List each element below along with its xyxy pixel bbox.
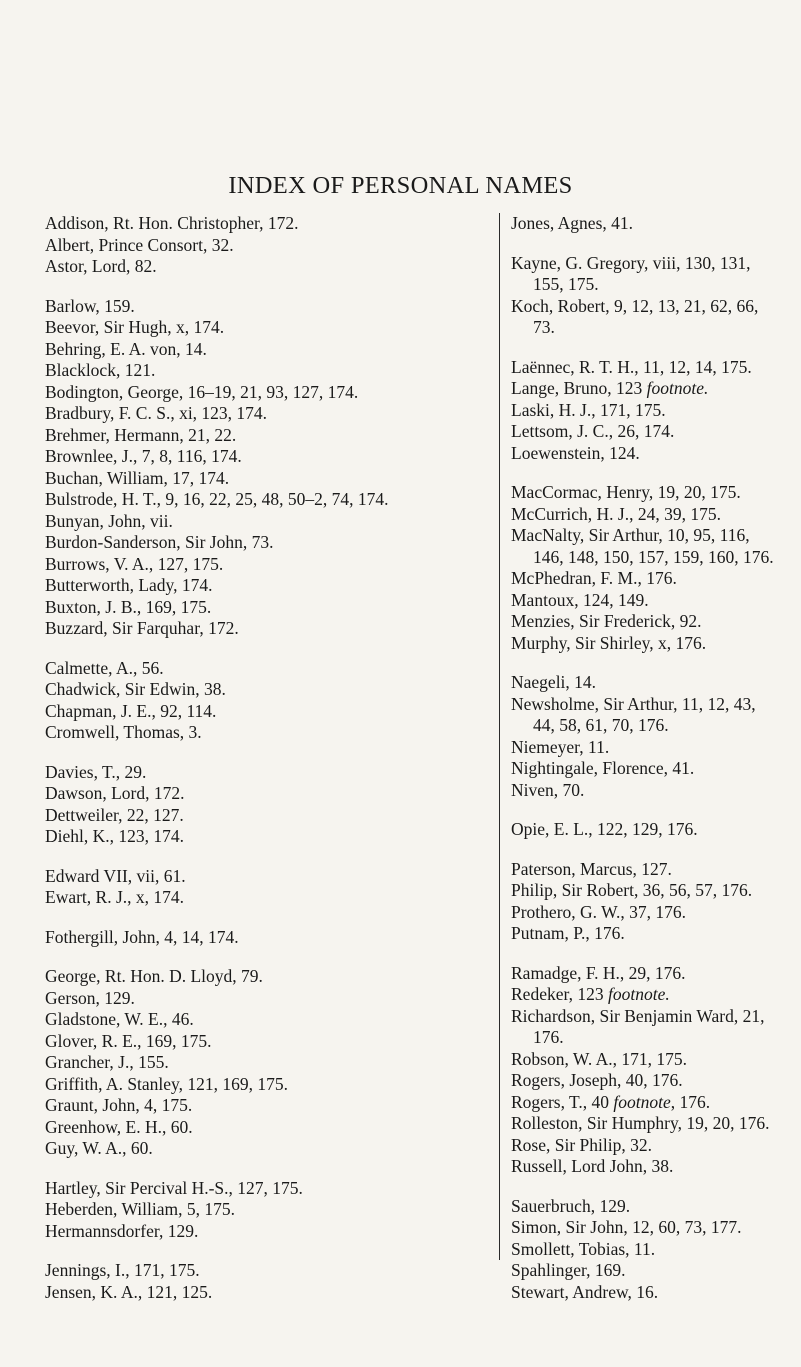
index-entry <box>45 722 490 744</box>
index-entry <box>45 1221 490 1243</box>
entry-text: MacCormac, Henry, 19, 20, 175. <box>511 482 741 502</box>
entry-text: Burdon-Sanderson, Sir John, 73. <box>45 532 274 552</box>
index-entry <box>45 235 490 257</box>
index-entry <box>45 701 490 723</box>
footnote-marker: footnote. <box>607 984 670 1004</box>
entry-text: Rolleston, Sir Humphry, 19, 20, 176. <box>511 1113 770 1133</box>
entry-text: Edward VII, vii, 61. <box>45 865 186 886</box>
entry-text: Lettsom, J. C., 26, 174. <box>511 421 675 441</box>
entry-text: Stewart, Andrew, 16. <box>511 1281 659 1302</box>
index-entry <box>511 923 776 945</box>
index-entry <box>511 633 776 655</box>
index-entry <box>511 758 776 780</box>
index-letter-group <box>511 1196 776 1304</box>
entry-text: Robson, W. A., 171, 175. <box>511 1048 687 1069</box>
index-entry <box>45 403 490 425</box>
index-letter-group <box>511 213 776 235</box>
entry-text: Addison, Rt. Hon. Christopher, 172. <box>45 213 299 233</box>
entry-text: Guy, W. A., 60. <box>45 1138 153 1158</box>
index-entry <box>45 966 490 988</box>
entry-text: Buchan, William, 17, 174. <box>45 467 230 488</box>
entry-text: Niemeyer, 11. <box>511 736 610 757</box>
index-entry <box>45 988 490 1010</box>
entry-text: Lange, Bruno, 123 <box>511 378 647 398</box>
index-entry <box>45 658 490 680</box>
index-entry <box>511 421 776 443</box>
entry-text: Griffith, A. Stanley, 121, 169, 175. <box>45 1073 289 1094</box>
entry-text: Nightingale, Florence, 41. <box>511 758 695 778</box>
entry-text: Laski, H. J., 171, 175. <box>511 399 666 420</box>
entry-text: Ramadge, F. H., 29, 176. <box>511 962 686 983</box>
entry-text: Chapman, J. E., 92, 114. <box>45 700 217 721</box>
index-entry <box>511 590 776 612</box>
entry-text: Brownlee, J., 7, 8, 116, 174. <box>45 446 242 466</box>
index-entry <box>45 762 490 784</box>
entry-text: Rogers, Joseph, 40, 176. <box>511 1070 683 1090</box>
entry-text: Dawson, Lord, 172. <box>45 783 185 803</box>
index-letter-group <box>45 966 490 1160</box>
index-entry <box>511 1113 776 1135</box>
index-entry <box>45 866 490 888</box>
index-entry <box>45 826 490 848</box>
index-letter-group <box>45 762 490 848</box>
entry-text: Laënnec, R. T. H., 11, 12, 14, 175. <box>511 356 752 377</box>
index-entry <box>45 927 490 949</box>
index-entry <box>45 1117 490 1139</box>
index-letter-group <box>45 866 490 909</box>
entry-text: McPhedran, F. M., 176. <box>511 568 677 588</box>
entry-text: Bodington, George, 16–19, 21, 93, 127, 174. <box>45 381 359 402</box>
entry-text: Niven, 70. <box>511 779 585 800</box>
index-entry <box>511 611 776 633</box>
entry-text: Astor, Lord, 82. <box>45 256 157 276</box>
index-entry <box>511 482 776 504</box>
index-entry <box>45 554 490 576</box>
index-letter-group <box>45 927 490 949</box>
index-entry <box>511 694 776 737</box>
index-entry <box>511 737 776 759</box>
index-letter-group <box>511 482 776 654</box>
index-entry <box>45 425 490 447</box>
index-entry <box>511 1282 776 1304</box>
index-entry <box>45 511 490 533</box>
index-entry <box>45 1138 490 1160</box>
index-entry <box>45 489 490 511</box>
index-entry <box>45 1031 490 1053</box>
index-entry <box>511 1092 776 1114</box>
index-entry <box>45 296 490 318</box>
index-letter-group <box>511 357 776 465</box>
entry-text: Murphy, Sir Shirley, x, 176. <box>511 632 707 653</box>
index-entry <box>511 1135 776 1157</box>
entry-text-after: , 176. <box>670 1091 711 1112</box>
index-entry <box>511 213 776 235</box>
entry-text: Calmette, A., 56. <box>45 657 164 678</box>
entry-text: Dettweiler, 22, 127. <box>45 804 184 825</box>
index-entry <box>45 532 490 554</box>
index-letter-group <box>511 253 776 339</box>
index-entry <box>45 1199 490 1221</box>
index-entry <box>511 1217 776 1239</box>
column-divider <box>499 213 500 1260</box>
index-column-left <box>45 213 490 1321</box>
index-entry <box>511 357 776 379</box>
index-entry <box>45 468 490 490</box>
entry-text: Blacklock, 121. <box>45 360 156 380</box>
entry-text: Behring, E. A. von, 14. <box>45 338 207 359</box>
entry-text: Cromwell, Thomas, 3. <box>45 722 202 742</box>
entry-text: Jennings, I., 171, 175. <box>45 1260 200 1280</box>
entry-text: Simon, Sir John, 12, 60, 73, 177. <box>511 1217 742 1237</box>
index-entry <box>511 1260 776 1282</box>
footnote-marker: footnote. <box>646 378 709 398</box>
entry-text: Fothergill, John, 4, 14, 174. <box>45 926 239 947</box>
index-letter-group <box>511 672 776 801</box>
entry-text: Beevor, Sir Hugh, x, 174. <box>45 317 225 337</box>
index-entry <box>511 296 776 339</box>
index-entry <box>45 1178 490 1200</box>
entry-text: Buzzard, Sir Farquhar, 172. <box>45 618 239 638</box>
index-entry <box>511 400 776 422</box>
entry-text: Jones, Agnes, 41. <box>511 213 634 233</box>
entry-text: Barlow, 159. <box>45 295 135 316</box>
entry-text: Greenhow, E. H., 60. <box>45 1116 193 1137</box>
entry-text: Paterson, Marcus, 127. <box>511 858 672 879</box>
footnote-marker: footnote <box>613 1091 671 1112</box>
entry-text: Grancher, J., 155. <box>45 1052 169 1072</box>
index-entry <box>511 984 776 1006</box>
entry-text: Newsholme, Sir Arthur, 11, 12, 43, 44, 58, 61, 70, 176. <box>511 693 756 735</box>
index-entry <box>45 1074 490 1096</box>
index-entry <box>511 1239 776 1261</box>
entry-text: Richardson, Sir Benjamin Ward, 21, 176. <box>511 1005 765 1047</box>
entry-text: Chadwick, Sir Edwin, 38. <box>45 679 226 699</box>
entry-text: Heberden, William, 5, 175. <box>45 1199 235 1219</box>
entry-text: Kayne, G. Gregory, viii, 130, 131, 155, 175. <box>511 252 751 294</box>
index-entry <box>511 859 776 881</box>
index-entry <box>45 446 490 468</box>
entry-text: Davies, T., 29. <box>45 761 147 782</box>
index-entry <box>45 597 490 619</box>
entry-text: Gladstone, W. E., 46. <box>45 1009 194 1029</box>
index-entry <box>45 317 490 339</box>
entry-text: Diehl, K., 123, 174. <box>45 826 185 846</box>
entry-text: Loewenstein, 124. <box>511 442 640 463</box>
index-column-right <box>511 213 776 1321</box>
index-entry <box>511 568 776 590</box>
entry-text: Bradbury, F. C. S., xi, 123, 174. <box>45 403 268 423</box>
index-entry <box>45 1282 490 1304</box>
entry-text: Mantoux, 124, 149. <box>511 589 649 610</box>
index-entry <box>45 575 490 597</box>
index-entry <box>45 805 490 827</box>
index-entry <box>511 963 776 985</box>
entry-text: Spahlinger, 169. <box>511 1260 626 1280</box>
index-letter-group <box>45 296 490 640</box>
entry-text: Naegeli, 14. <box>511 672 597 692</box>
index-letter-group <box>511 963 776 1178</box>
index-letter-group <box>45 213 490 278</box>
index-letter-group <box>45 1178 490 1243</box>
index-entry <box>511 253 776 296</box>
index-entry <box>45 783 490 805</box>
entry-text: Butterworth, Lady, 174. <box>45 575 213 595</box>
entry-text: George, Rt. Hon. D. Lloyd, 79. <box>45 966 263 986</box>
entry-text: Hermannsdorfer, 129. <box>45 1220 199 1241</box>
entry-text: Gerson, 129. <box>45 987 135 1008</box>
entry-text: Smollett, Tobias, 11. <box>511 1238 656 1259</box>
entry-text: McCurrich, H. J., 24, 39, 175. <box>511 503 721 524</box>
entry-text: Philip, Sir Robert, 36, 56, 57, 176. <box>511 880 753 900</box>
entry-text: Bulstrode, H. T., 9, 16, 22, 25, 48, 50–2, 74, 174. <box>45 489 389 509</box>
index-letter-group <box>511 819 776 841</box>
index-entry <box>45 618 490 640</box>
index-entry <box>45 1052 490 1074</box>
index-entry <box>45 1009 490 1031</box>
entry-text: Rogers, T., 40 <box>511 1091 614 1112</box>
index-entry <box>511 378 776 400</box>
entry-text: Bunyan, John, vii. <box>45 510 173 531</box>
entry-text: Opie, E. L., 122, 129, 176. <box>511 819 698 839</box>
entry-text: Russell, Lord John, 38. <box>511 1156 674 1176</box>
entry-text: Albert, Prince Consort, 32. <box>45 234 234 255</box>
entry-text: Jensen, K. A., 121, 125. <box>45 1281 213 1302</box>
index-letter-group <box>45 658 490 744</box>
entry-text: Brehmer, Hermann, 21, 22. <box>45 424 237 445</box>
index-entry <box>511 1156 776 1178</box>
index-entry <box>511 525 776 568</box>
index-entry <box>511 443 776 465</box>
entry-text: MacNalty, Sir Arthur, 10, 95, 116, 146, 148, 150, 157, 159, 160, 176. <box>511 525 774 567</box>
index-entry <box>45 679 490 701</box>
index-entry <box>511 672 776 694</box>
entry-text: Prothero, G. W., 37, 176. <box>511 901 686 922</box>
index-entry <box>45 213 490 235</box>
index-entry <box>511 780 776 802</box>
entry-text: Ewart, R. J., x, 174. <box>45 887 185 907</box>
index-entry <box>511 819 776 841</box>
index-entry <box>45 339 490 361</box>
entry-text: Buxton, J. B., 169, 175. <box>45 596 212 617</box>
entry-text: Koch, Robert, 9, 12, 13, 21, 62, 66, 73. <box>511 295 759 337</box>
index-letter-group <box>45 1260 490 1303</box>
entry-text: Glover, R. E., 169, 175. <box>45 1030 212 1051</box>
index-entry <box>45 360 490 382</box>
entry-text: Menzies, Sir Frederick, 92. <box>511 611 702 631</box>
index-entry <box>45 256 490 278</box>
entry-text: Redeker, 123 <box>511 984 608 1004</box>
index-entry <box>511 1049 776 1071</box>
index-entry <box>511 1070 776 1092</box>
index-letter-group <box>511 859 776 945</box>
page-title: INDEX OF PERSONAL NAMES <box>228 172 573 199</box>
entry-text: Graunt, John, 4, 175. <box>45 1095 193 1115</box>
index-entry <box>511 880 776 902</box>
entry-text: Sauerbruch, 129. <box>511 1195 631 1216</box>
index-entry <box>45 887 490 909</box>
index-entry <box>45 382 490 404</box>
index-entry <box>45 1095 490 1117</box>
entry-text: Rose, Sir Philip, 32. <box>511 1134 652 1155</box>
index-entry <box>511 1196 776 1218</box>
index-entry <box>511 902 776 924</box>
entry-text: Putnam, P., 176. <box>511 923 625 943</box>
entry-text: Burrows, V. A., 127, 175. <box>45 553 224 574</box>
index-entry <box>45 1260 490 1282</box>
index-entry <box>511 504 776 526</box>
entry-text: Hartley, Sir Percival H.-S., 127, 175. <box>45 1177 303 1198</box>
index-entry <box>511 1006 776 1049</box>
